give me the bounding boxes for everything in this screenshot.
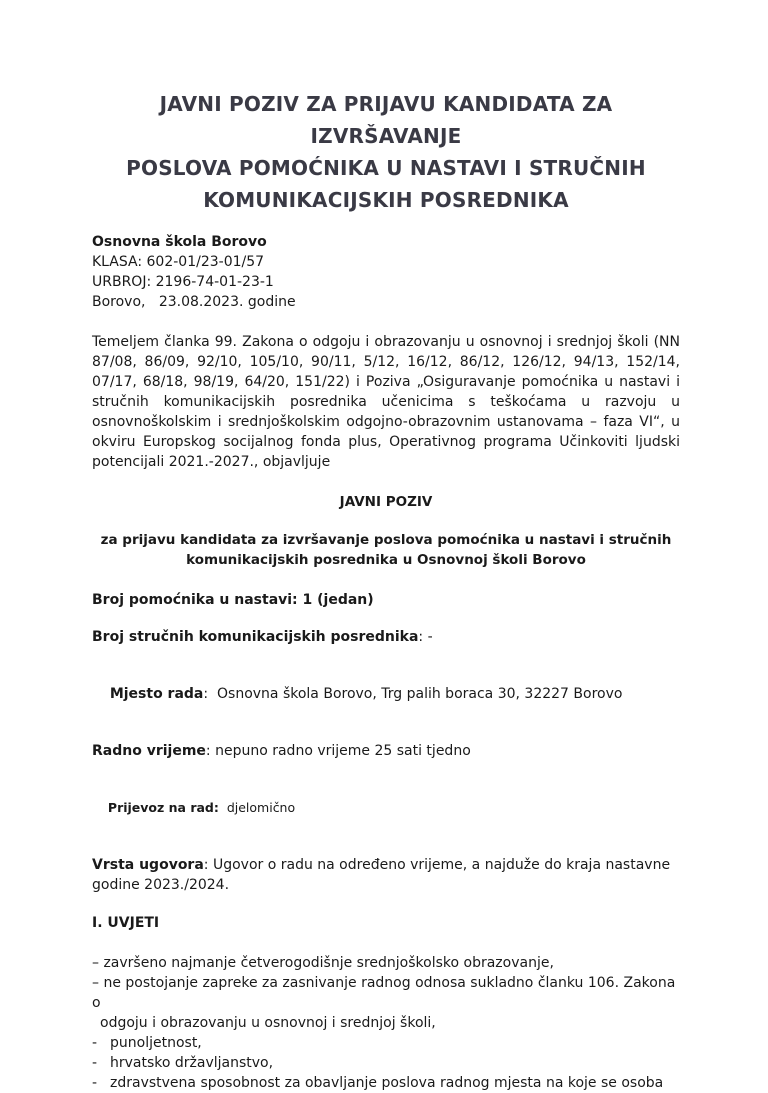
field-label: Prijevoz na rad: [107,800,219,815]
list-item-text: zdravstvena sposobnost za obavljanje poslova radnog mjesta na koje se osoba [110,1075,664,1091]
place-date: Borovo, 23.08.2023. godine [92,294,296,310]
field-value: : nepuno radno vrijeme 25 sati tjedno [205,743,471,759]
klasa: KLASA: 602-01/23-01/57 [92,254,265,270]
field-prijevoz [92,778,680,838]
list-marker: - [92,1055,98,1071]
field-radno-vrijeme [92,741,680,761]
field-label: Mjesto rada [109,686,204,702]
field-label: Broj pomoćnika u nastavi: 1 (jedan) [92,592,374,608]
poziv-heading: JAVNI POZIV [339,494,433,510]
list-item-text: odgoju i obrazovanju u osnovnoj i srednjoj školi, [100,1015,436,1031]
list-marker: - [92,1075,98,1091]
document-title [92,88,680,216]
field-label: Broj stručnih komunikacijskih posrednika [92,629,419,645]
urbroj: URBROJ: 2196-74-01-23-1 [92,274,274,290]
poziv-subtitle [92,530,680,570]
poziv-subtitle-line-1: za prijavu kandidata za izvršavanje poslova pomoćnika u nastavi i stručnih [100,532,672,548]
list-item [92,1073,680,1093]
list-item-text: punoljetnost, [110,1035,202,1051]
list-item [92,1013,680,1033]
field-value: : Ugovor o radu na određeno vrijeme, a najduže do kraja nastavne godine 2023./2024. [92,857,671,893]
list-marker: - [92,1035,98,1051]
title-line-2: POSLOVA POMOĆNIKA U NASTAVI I STRUČNIH [126,156,646,180]
section-heading-uvjeti: I. UVJETI [92,915,160,931]
list-item-text: hrvatsko državljanstvo, [110,1055,274,1071]
conditions-list [92,953,680,1093]
list-item-text: završeno najmanje četverogodišnje srednjoškolsko obrazovanje, [103,955,554,971]
document-header [92,232,680,312]
field-value: : Osnovna škola Borovo, Trg palih boraca 30, 32227 Borovo [203,686,623,702]
list-item [92,953,680,973]
field-broj-posrednika [92,627,680,647]
title-line-1: JAVNI POZIV ZA PRIJAVU KANDIDATA ZA IZVRŠAVANJE [159,92,613,148]
field-value: : - [418,629,433,645]
field-broj-pomocnika [92,590,680,610]
list-item [92,973,680,1013]
school-name: Osnovna škola Borovo [92,234,267,250]
list-marker: – [92,975,99,991]
list-item [92,1053,680,1073]
list-item [92,1033,680,1053]
field-label: Vrsta ugovora [92,857,204,873]
field-value: djelomično [218,800,296,815]
title-line-3: KOMUNIKACIJSKIH POSREDNIKA [203,188,569,212]
list-marker: – [92,955,99,971]
field-vrsta-ugovora [92,855,680,895]
field-label: Radno vrijeme [92,743,206,759]
field-mjesto-rada [92,664,680,724]
list-item-text: ne postojanje zapreke za zasnivanje radnog odnosa sukladno članku 106. Zakona o [92,975,676,1011]
poziv-subtitle-line-2: komunikacijskih posrednika u Osnovnoj školi Borovo [186,552,586,568]
intro-paragraph: Temeljem članka 99. Zakona o odgoju i obrazovanju u osnovnoj i srednjoj školi (NN 87/08, 86/09, 92/10, 105/10, 90/11, 5/12, 16/12, 86/12, 126/12, 94/13, 152/14, 07/17, 68/18, 98/19, 64/20, 151/22) i Poziva „Osiguravanje pomoćnika u nastavi i stručnih komunikacijskih posrednika učenicima s teškoćama u razvoju u osnovnoškolskim i srednjoškolskim odgojno-obrazovnim ustanovama – faza VI“, u okviru Europskog socijalnog fonda plus, Operativnog programa Učinkoviti ljudski potencijali 2021.-2027., objavljuje [92,334,680,470]
